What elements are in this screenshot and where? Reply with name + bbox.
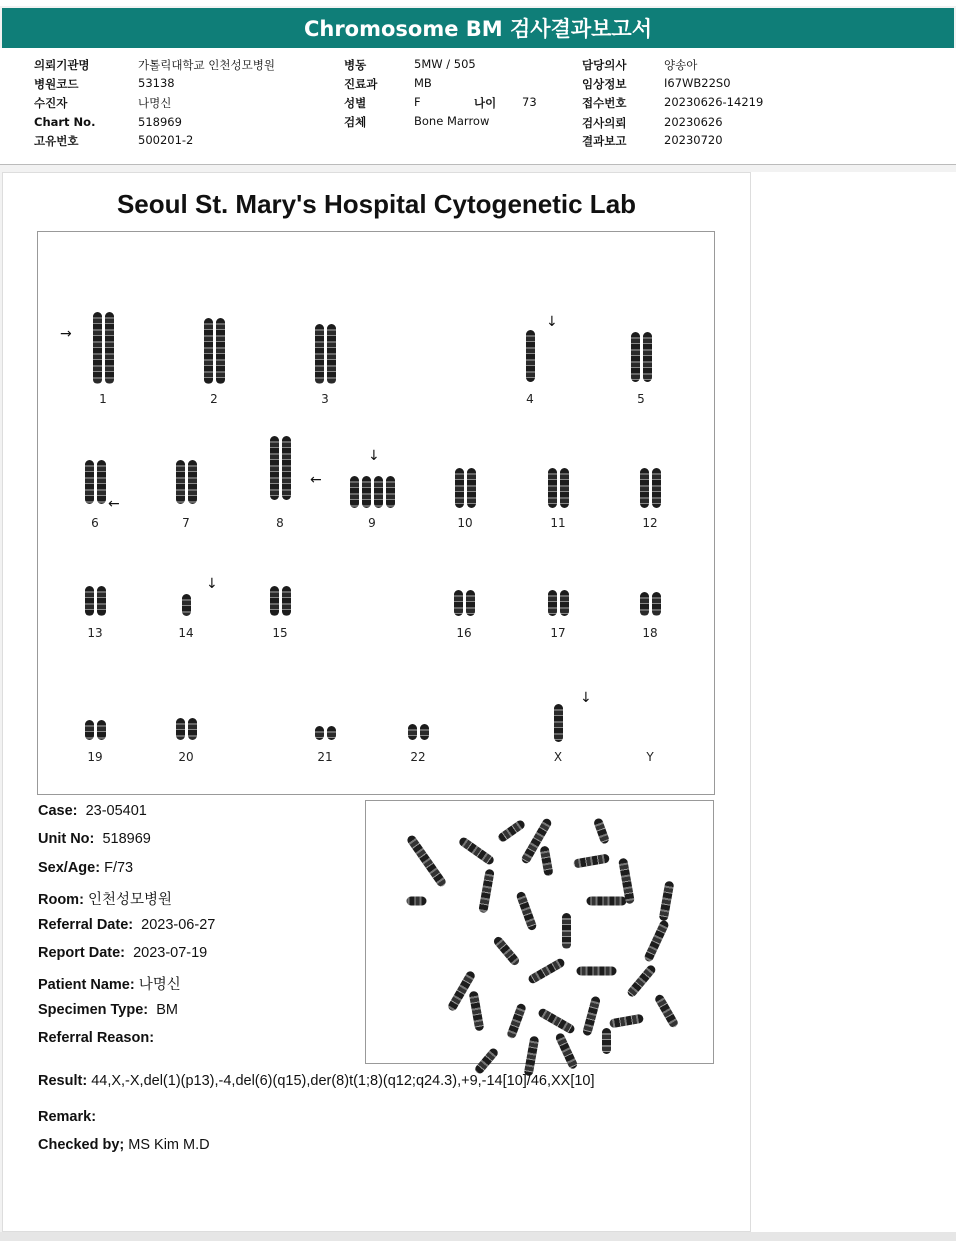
remark-field bbox=[38, 1109, 96, 1125]
chromosome-10-homolog bbox=[467, 468, 476, 508]
result-value: 44,X,-X,del(1)(p13),-4,del(6)(q15),der(8)t(1;8)(q12;q24.3),+9,-14[10]/46,XX[10] bbox=[91, 1073, 595, 1089]
department-value: MB bbox=[414, 76, 432, 90]
arrow-down-icon: ↓ bbox=[580, 690, 592, 706]
patient-name-value: 나명신 bbox=[138, 977, 181, 993]
report-date-label: Report Date: bbox=[38, 945, 126, 961]
bottom-strip bbox=[0, 1232, 956, 1241]
unique-no-label: 고유번호 bbox=[34, 134, 79, 148]
chromosome-label-18: 18 bbox=[642, 626, 658, 640]
chromosome-5-homolog bbox=[631, 332, 640, 382]
chromosome-14-homolog bbox=[182, 594, 191, 616]
institution-label: 의뢰기관명 bbox=[34, 58, 90, 72]
request-date-label: 검사의뢰 bbox=[582, 116, 627, 130]
chromosome-label-7: 7 bbox=[182, 516, 190, 530]
metaphase-chromosome bbox=[492, 935, 521, 967]
metaphase-chromosome bbox=[478, 869, 495, 914]
unit-no-value: 518969 bbox=[102, 831, 151, 847]
receipt-no-value: 20230626-14219 bbox=[664, 95, 764, 109]
chromosome-17-homolog bbox=[548, 590, 557, 616]
chromosome-17-homolog bbox=[560, 590, 569, 616]
chromosome-label-21: 21 bbox=[317, 750, 333, 764]
age-label: 나이 bbox=[474, 96, 497, 110]
patient-label: 수진자 bbox=[34, 96, 68, 110]
chromosome-label-6: 6 bbox=[91, 516, 99, 530]
result-field bbox=[38, 1073, 595, 1089]
checked-by-value: MS Kim M.D bbox=[128, 1137, 210, 1153]
specimen-type-value: BM bbox=[156, 1002, 178, 1018]
chromosome-20-homolog bbox=[188, 718, 197, 740]
referral-reason-field bbox=[38, 1030, 154, 1046]
chromosome-label-4: 4 bbox=[526, 392, 534, 406]
metaphase-chromosome bbox=[407, 897, 427, 906]
metaphase-chromosome bbox=[506, 1003, 527, 1040]
specimen-value: Bone Marrow bbox=[414, 114, 490, 128]
chromosome-18-homolog bbox=[640, 592, 649, 616]
patient-info-panel bbox=[0, 48, 956, 165]
metaphase-chromosome bbox=[577, 967, 617, 976]
room-label: Room: bbox=[38, 892, 84, 908]
chromosome-x-homolog bbox=[554, 704, 563, 742]
metaphase-chromosome bbox=[659, 881, 675, 922]
chromosome-13-homolog bbox=[85, 586, 94, 616]
report-date-field bbox=[38, 945, 207, 961]
metaphase-chromosome bbox=[458, 836, 496, 866]
chromosome-label-x: X bbox=[553, 750, 563, 764]
case-field bbox=[38, 803, 147, 819]
clinical-info-value: I67WB22S0 bbox=[664, 76, 731, 90]
arrow-left-icon: ← bbox=[108, 496, 120, 512]
chromosome-6-homolog bbox=[97, 460, 106, 504]
metaphase-chromosome bbox=[582, 996, 601, 1037]
chromosome-label-13: 13 bbox=[87, 626, 103, 640]
chromosome-16-homolog bbox=[454, 590, 463, 616]
case-value: 23-05401 bbox=[85, 803, 147, 819]
right-margin bbox=[751, 172, 956, 1232]
chromosome-8-homolog bbox=[282, 436, 291, 500]
patient-name-label: Patient Name: bbox=[38, 977, 135, 993]
metaphase-chromosome bbox=[654, 993, 680, 1029]
department-label: 진료과 bbox=[344, 77, 378, 91]
chromosome-label-12: 12 bbox=[642, 516, 658, 530]
chromosome-label-3: 3 bbox=[321, 392, 329, 406]
clinical-info-label: 임상정보 bbox=[582, 77, 627, 91]
referral-date-field bbox=[38, 917, 215, 933]
lab-title: Seoul St. Mary's Hospital Cytogenetic Lab bbox=[116, 189, 637, 219]
chromosome-22-homolog bbox=[420, 724, 429, 740]
referral-date-value: 2023-06-27 bbox=[141, 917, 216, 933]
chromosome-22-homolog bbox=[408, 724, 417, 740]
sex-value: F bbox=[414, 95, 421, 109]
chromosome-19-homolog bbox=[85, 720, 94, 740]
case-label: Case: bbox=[38, 803, 78, 819]
chromosome-9-homolog bbox=[386, 476, 395, 508]
chromosome-10-homolog bbox=[455, 468, 464, 508]
report-date-label: 결과보고 bbox=[582, 134, 627, 148]
metaphase-chromosome bbox=[539, 845, 553, 876]
chromosome-7-homolog bbox=[188, 460, 197, 504]
remark-label: Remark: bbox=[38, 1109, 97, 1125]
chromosome-19-homolog bbox=[97, 720, 106, 740]
chromosome-label-y: Y bbox=[646, 750, 654, 764]
arrow-right-icon: → bbox=[60, 326, 72, 342]
sex-label: 성별 bbox=[344, 96, 367, 110]
ward-value: 5MW / 505 bbox=[414, 57, 476, 71]
metaphase-spread-image bbox=[365, 800, 714, 1064]
specimen-type-label: Specimen Type: bbox=[38, 1002, 149, 1018]
room-field bbox=[38, 888, 172, 909]
chromosome-3-homolog bbox=[327, 324, 336, 384]
metaphase-chromosome bbox=[626, 964, 657, 999]
chromosome-15-homolog bbox=[270, 586, 279, 616]
metaphase-chromosome bbox=[527, 957, 566, 985]
receipt-no-label: 접수번호 bbox=[582, 96, 627, 110]
chromosome-label-9: 9 bbox=[368, 516, 376, 530]
chromosome-7-homolog bbox=[176, 460, 185, 504]
metaphase-chromosome bbox=[643, 919, 670, 963]
checked-by-field bbox=[38, 1137, 210, 1153]
patient-value: 나명신 bbox=[138, 96, 172, 110]
sex-age-value: F/73 bbox=[104, 860, 134, 876]
chromosome-11-homolog bbox=[560, 468, 569, 508]
chromosome-label-22: 22 bbox=[410, 750, 426, 764]
report-date-value: 2023-07-19 bbox=[133, 945, 208, 961]
chromosome-11-homolog bbox=[548, 468, 557, 508]
chart-no-label: Chart No. bbox=[34, 115, 96, 129]
specimen-type-field bbox=[38, 1002, 178, 1018]
chromosome-4-homolog bbox=[526, 330, 535, 382]
chromosome-label-15: 15 bbox=[272, 626, 288, 640]
metaphase-chromosome bbox=[602, 1028, 611, 1054]
report-banner-title: Chromosome BM 검사결과보고서 bbox=[2, 8, 954, 48]
cytogenetic-report-page bbox=[2, 172, 751, 1232]
chromosome-9-homolog bbox=[374, 476, 383, 508]
chromosome-9-homolog bbox=[362, 476, 371, 508]
arrow-left-icon: ← bbox=[310, 472, 322, 488]
unit-no-label: Unit No: bbox=[38, 831, 95, 847]
chromosome-9-homolog bbox=[350, 476, 359, 508]
institution-value: 가톨릭대학교 인천성모병원 bbox=[138, 58, 275, 72]
unique-no-value: 500201-2 bbox=[138, 133, 194, 147]
doctor-label: 담당의사 bbox=[582, 58, 627, 72]
chromosome-12-homolog bbox=[652, 468, 661, 508]
top-strip bbox=[0, 0, 956, 6]
chromosome-21-homolog bbox=[315, 726, 324, 740]
chromosome-18-homolog bbox=[652, 592, 661, 616]
ward-label: 병동 bbox=[344, 58, 367, 72]
result-label: Result: bbox=[38, 1073, 88, 1089]
chromosome-21-homolog bbox=[327, 726, 336, 740]
chromosome-label-1: 1 bbox=[99, 392, 107, 406]
chromosome-2-homolog bbox=[204, 318, 213, 384]
chromosome-label-14: 14 bbox=[178, 626, 194, 640]
metaphase-chromosome bbox=[515, 891, 537, 932]
age-value: 73 bbox=[522, 95, 537, 109]
metaphase-chromosome bbox=[473, 1047, 499, 1076]
unit-no-field bbox=[38, 831, 151, 847]
chromosome-label-20: 20 bbox=[178, 750, 194, 764]
metaphase-chromosome bbox=[554, 1032, 578, 1070]
chromosome-label-11: 11 bbox=[550, 516, 566, 530]
chromosome-label-8: 8 bbox=[276, 516, 284, 530]
chromosome-12-homolog bbox=[640, 468, 649, 508]
patient-name-field bbox=[38, 973, 181, 994]
doctor-value: 양송아 bbox=[664, 58, 698, 72]
hospital-code-value: 53138 bbox=[138, 76, 175, 90]
chromosome-8-homolog bbox=[270, 436, 279, 500]
chromosome-1-homolog bbox=[105, 312, 114, 384]
metaphase-chromosome bbox=[469, 991, 485, 1032]
request-date-value: 20230626 bbox=[664, 115, 723, 129]
sex-age-label: Sex/Age: bbox=[38, 860, 101, 876]
referral-reason-label: Referral Reason: bbox=[38, 1030, 155, 1046]
metaphase-chromosome bbox=[406, 834, 448, 888]
metaphase-chromosome bbox=[562, 913, 571, 949]
report-date-value: 20230720 bbox=[664, 133, 723, 147]
chromosome-label-10: 10 bbox=[457, 516, 473, 530]
chromosome-15-homolog bbox=[282, 586, 291, 616]
metaphase-chromosome bbox=[537, 1007, 576, 1035]
referral-date-label: Referral Date: bbox=[38, 917, 134, 933]
room-value: 인천성모병원 bbox=[87, 892, 172, 908]
chromosome-5-homolog bbox=[643, 332, 652, 382]
arrow-down-icon: ↓ bbox=[368, 448, 380, 464]
chromosome-6-homolog bbox=[85, 460, 94, 504]
checked-by-label: Checked by; bbox=[38, 1137, 125, 1153]
metaphase-chromosome bbox=[587, 897, 627, 906]
karyogram-panel bbox=[37, 231, 715, 795]
chromosome-1-homolog bbox=[93, 312, 102, 384]
chromosome-label-17: 17 bbox=[550, 626, 566, 640]
specimen-label: 검체 bbox=[344, 115, 367, 129]
chart-no-value: 518969 bbox=[138, 115, 182, 129]
chromosome-label-5: 5 bbox=[637, 392, 645, 406]
chromosome-label-2: 2 bbox=[210, 392, 218, 406]
chromosome-label-19: 19 bbox=[87, 750, 103, 764]
arrow-down-icon: ↓ bbox=[546, 314, 558, 330]
chromosome-13-homolog bbox=[97, 586, 106, 616]
hospital-code-label: 병원코드 bbox=[34, 77, 79, 91]
chromosome-2-homolog bbox=[216, 318, 225, 384]
metaphase-chromosome bbox=[573, 853, 610, 868]
metaphase-chromosome bbox=[609, 1014, 644, 1029]
chromosome-16-homolog bbox=[466, 590, 475, 616]
sex-age-field bbox=[38, 860, 133, 876]
arrow-down-icon: ↓ bbox=[206, 576, 218, 592]
metaphase-chromosome bbox=[497, 819, 527, 844]
metaphase-chromosome bbox=[524, 1036, 540, 1077]
chromosome-20-homolog bbox=[176, 718, 185, 740]
chromosome-3-homolog bbox=[315, 324, 324, 384]
metaphase-chromosome bbox=[593, 817, 610, 845]
chromosome-label-16: 16 bbox=[456, 626, 472, 640]
